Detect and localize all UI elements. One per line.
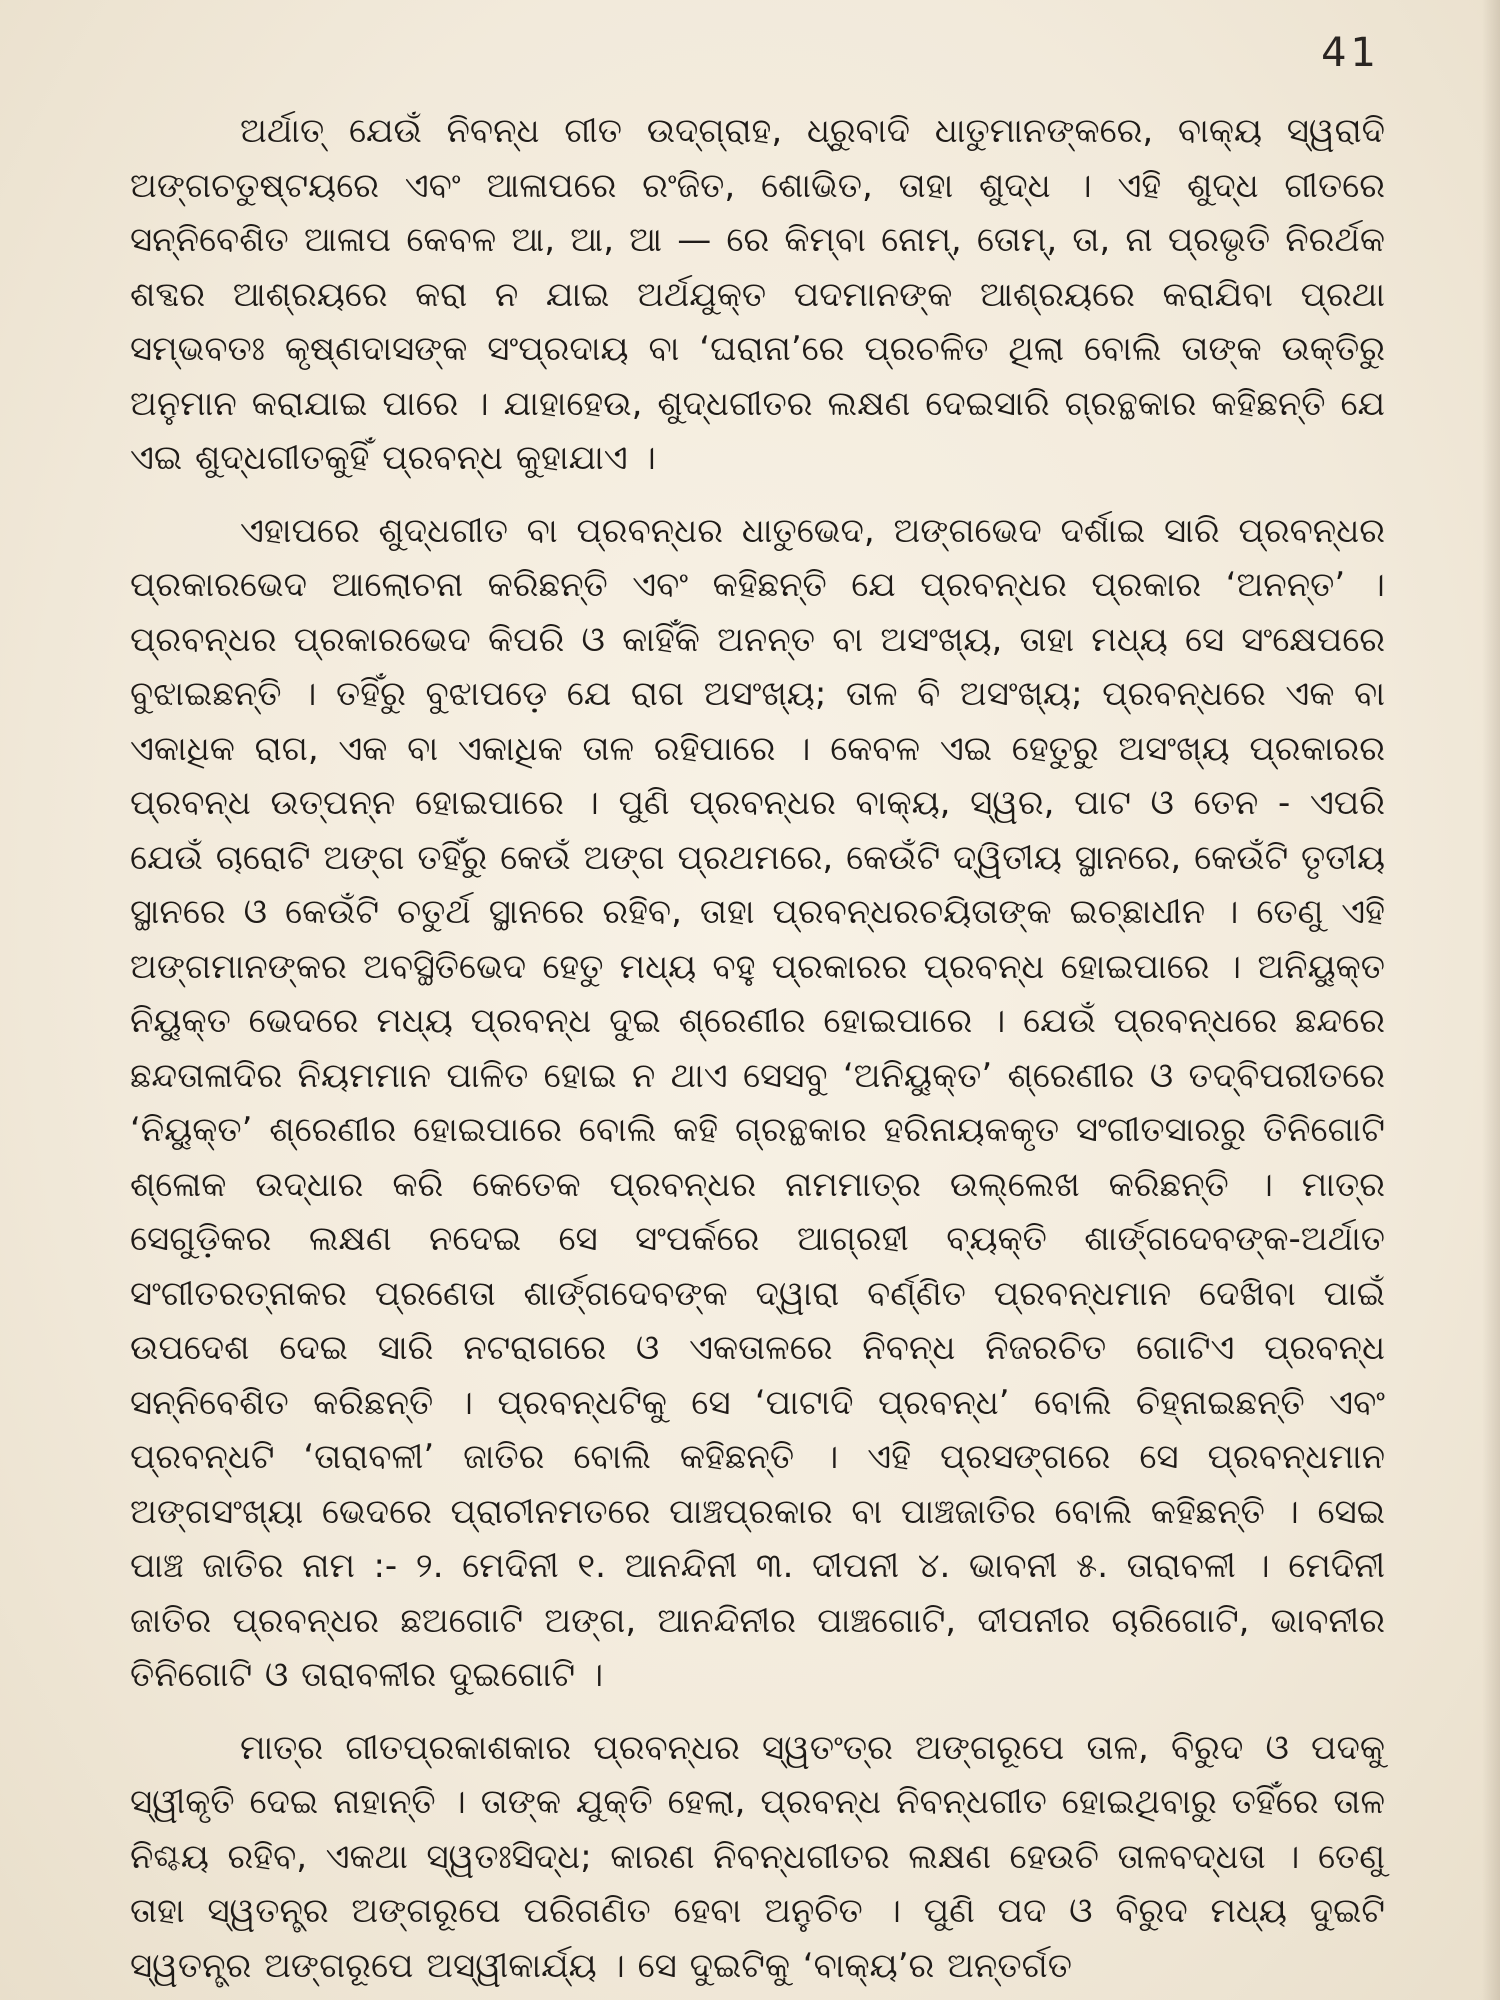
page-content bbox=[130, 104, 1385, 1993]
paragraph-1: ଅର୍ଥାତ୍ ଯେଉଁ ନିବନ୍ଧ ଗୀତ ଉଦ୍‌ଗ୍ରାହ, ଧ୍ରୁବାଦି ଧାତୁମାନଙ୍କରେ, ବାକ୍ୟ ସ୍ୱରାଦି ଅଙ୍ଗଚତୁଷ୍ଟୟରେ ଏବଂ ଆଳାପରେ ରଂଜିତ, ଶୋଭିତ, ତାହା ଶୁଦ୍ଧ । ଏହି ଶୁଦ୍ଧ ଗୀତରେ ସନ୍ନିବେଶିତ ଆଳାପ କେବଳ ଆ, ଆ, ଆ — ରେ କିମ୍ବା ନୋମ୍, ତୋମ୍, ତା, ନା ପ୍ରଭୃତି ନିରର୍ଥକ ଶବ୍ଦର ଆଶ୍ରୟରେ କରା ନ ଯାଇ ଅର୍ଥଯୁକ୍ତ ପଦମାନଙ୍କ ଆଶ୍ରୟରେ କରାଯିବା ପ୍ରଥା ସମ୍ଭବତଃ କୃଷ୍ଣଦାସଙ୍କ ସଂପ୍ରଦାୟ ବା ‘ଘରାନା’ରେ ପ୍ରଚଳିତ ଥିଲା ବୋଲି ତାଙ୍କ ଉକ୍ତିରୁ ଅନୁମାନ କରାଯାଇ ପାରେ । ଯାହାହେଉ, ଶୁଦ୍ଧଗୀତର ଲକ୍ଷଣ ଦେଇସାରି ଗ୍ରନ୍ଥକାର କହିଛନ୍ତି ଯେ ଏଇ ଶୁଦ୍ଧଗୀତକୁହିଁ ପ୍ରବନ୍ଧ କୁହାଯାଏ । bbox=[130, 111, 1385, 478]
page-number: 41 bbox=[1321, 30, 1380, 76]
paragraph-3: ମାତ୍ର ଗୀତପ୍ରକାଶକାର ପ୍ରବନ୍ଧର ସ୍ୱତଂତ୍ର ଅଙ୍ଗରୂପେ ତାଳ, ବିରୁଦ ଓ ପଦକୁ ସ୍ୱୀକୃତି ଦେଇ ନାହାନ୍ତି । ତାଙ୍କ ଯୁକ୍ତି ହେଲା, ପ୍ରବନ୍ଧ ନିବନ୍ଧଗୀତ ହୋଇଥିବାରୁ ତହିଁରେ ତାଳ ନିଶ୍ଚୟ ରହିବ, ଏକଥା ସ୍ୱତଃସିଦ୍ଧ; କାରଣ ନିବନ୍ଧଗୀତର ଲକ୍ଷଣ ହେଉଚି ତାଳବଦ୍ଧତା । ତେଣୁ ତାହା ସ୍ୱତନ୍ତ୍ର ଅଙ୍ଗରୂପେ ପରିଗଣିତ ହେବା ଅନୁଚିତ । ପୁଣି ପଦ ଓ ବିରୁଦ ମଧ୍ୟ ଦୁଇଟି ସ୍ୱତନ୍ତ୍ର ଅଙ୍ଗରୂପେ ଅସ୍ୱୀକାର୍ଯ୍ୟ । ସେ ଦୁଇଟିକୁ ‘ବାକ୍ୟ’ର ଅନ୍ତର୍ଗତ bbox=[130, 1727, 1385, 1986]
page-edge-shadow bbox=[1482, 0, 1500, 2000]
paragraph-2: ଏହାପରେ ଶୁଦ୍ଧଗୀତ ବା ପ୍ରବନ୍ଧର ଧାତୁଭେଦ, ଅଙ୍ଗଭେଦ ଦର୍ଶାଇ ସାରି ପ୍ରବନ୍ଧର ପ୍ରକାରଭେଦ ଆଲୋଚନା କରିଛନ୍ତି ଏବଂ କହିଛନ୍ତି ଯେ ପ୍ରବନ୍ଧର ପ୍ରକାର ‘ଅନନ୍ତ’ । ପ୍ରବନ୍ଧର ପ୍ରକାରଭେଦ କିପରି ଓ କାହିଁକି ଅନନ୍ତ ବା ଅସଂଖ୍ୟ, ତାହା ମଧ୍ୟ ସେ ସଂକ୍ଷେପରେ ବୁଝାଇଛନ୍ତି । ତହିଁରୁ ବୁଝାପଡ଼େ ଯେ ରାଗ ଅସଂଖ୍ୟ; ତାଳ ବି ଅସଂଖ୍ୟ; ପ୍ରବନ୍ଧରେ ଏକ ବା ଏକାଧିକ ରାଗ, ଏକ ବା ଏକାଧିକ ତାଳ ରହିପାରେ । କେବଳ ଏଇ ହେତୁରୁ ଅସଂଖ୍ୟ ପ୍ରକାରର ପ୍ରବନ୍ଧ ଉତ୍ପନ୍ନ ହୋଇପାରେ । ପୁଣି ପ୍ରବନ୍ଧର ବାକ୍ୟ, ସ୍ୱର, ପାଟ ଓ ତେନ - ଏପରି ଯେଉଁ ଚାରୋଟି ଅଙ୍ଗ ତହିଁରୁ କେଉଁ ଅଙ୍ଗ ପ୍ରଥମରେ, କେଉଁଟି ଦ୍ୱିତୀୟ ସ୍ଥାନରେ, କେଉଁଟି ତୃତୀୟ ସ୍ଥାନରେ ଓ କେଉଁଟି ଚତୁର୍ଥ ସ୍ଥାନରେ ରହିବ, ତାହା ପ୍ରବନ୍ଧରଚୟିତାଙ୍କ ଇଚ୍ଛାଧୀନ । ତେଣୁ ଏହି ଅଙ୍ଗମାନଙ୍କର ଅବସ୍ଥିତିଭେଦ ହେତୁ ମଧ୍ୟ ବହୁ ପ୍ରକାରର ପ୍ରବନ୍ଧ ହୋଇପାରେ । ଅନିୟୁକ୍ତ ନିୟୁକ୍ତ ଭେଦରେ ମଧ୍ୟ ପ୍ରବନ୍ଧ ଦୁଇ ଶ୍ରେଣୀର ହୋଇପାରେ । ଯେଉଁ ପ୍ରବନ୍ଧରେ ଛନ୍ଦରେ ଛନ୍ଦତାଳାଦିର ନିୟମମାନ ପାଳିତ ହୋଇ ନ ଥାଏ ସେସବୁ ‘ଅନିୟୁକ୍ତ’ ଶ୍ରେଣୀର ଓ ତଦ୍‌ବିପରୀତରେ ‘ନିୟୁକ୍ତ’ ଶ୍ରେଣୀର ହୋଇପାରେ ବୋଲି କହି ଗ୍ରନ୍ଥକାର ହରିନାୟକକୃତ ସଂଗୀତସାରରୁ ତିନିଗୋଟି ଶ୍ଳୋକ ଉଦ୍ଧାର କରି କେତେକ ପ୍ରବନ୍ଧର ନାମମାତ୍ର ଉଲ୍ଲେଖ କରିଛନ୍ତି । ମାତ୍ର ସେଗୁଡ଼ିକର ଲକ୍ଷଣ ନଦେଇ ସେ ସଂପର୍କରେ ଆଗ୍ରହୀ ବ୍ୟକ୍ତି ଶାର୍ଙ୍ଗଦେବଙ୍କ-ଅର୍ଥାତ ସଂଗୀତରତ୍ନାକର ପ୍ରଣେତା ଶାର୍ଙ୍ଗଦେବଙ୍କ ଦ୍ୱାରା ବର୍ଣ୍ଣିତ ପ୍ରବନ୍ଧମାନ ଦେଖିବା ପାଇଁ ଉପଦେଶ ଦେଇ ସାରି ନଟରାଗରେ ଓ ଏକତାଳରେ ନିବନ୍ଧ ନିଜରଚିତ ଗୋଟିଏ ପ୍ରବନ୍ଧ ସନ୍ନିବେଶିତ କରିଛନ୍ତି । ପ୍ରବନ୍ଧଟିକୁ ସେ ‘ପାଟାଦି ପ୍ରବନ୍ଧ’ ବୋଲି ଚିହ୍ନାଇଛନ୍ତି ଏବଂ ପ୍ରବନ୍ଧଟି ‘ତାରାବଳୀ’ ଜାତିର ବୋଲି କହିଛନ୍ତି । ଏହି ପ୍ରସଙ୍ଗରେ ସେ ପ୍ରବନ୍ଧମାନ ଅଙ୍ଗସଂଖ୍ୟା ଭେଦରେ ପ୍ରାଚୀନମତରେ ପାଞ୍ଚପ୍ରକାର ବା ପାଞ୍ଚଜାତିର ବୋଲି କହିଛନ୍ତି । ସେଇ ପାଞ୍ଚ ଜାତିର ନାମ :- ୨. ମେଦିନୀ ୧. ଆନନ୍ଦିନୀ ୩. ଦୀପନୀ ୪. ଭାବନୀ ୫. ତାରାବଳୀ । ମେଦିନୀ ଜାତିର ପ୍ରବନ୍ଧର ଛଅଗୋଟି ଅଙ୍ଗ, ଆନନ୍ଦିନୀର ପାଞ୍ଚଗୋଟି, ଦୀପନୀର ଚାରିଗୋଟି, ଭାବନୀର ତିନିଗୋଟି ଓ ତାରାବଳୀର ଦୁଇଗୋଟି । bbox=[130, 510, 1385, 1695]
